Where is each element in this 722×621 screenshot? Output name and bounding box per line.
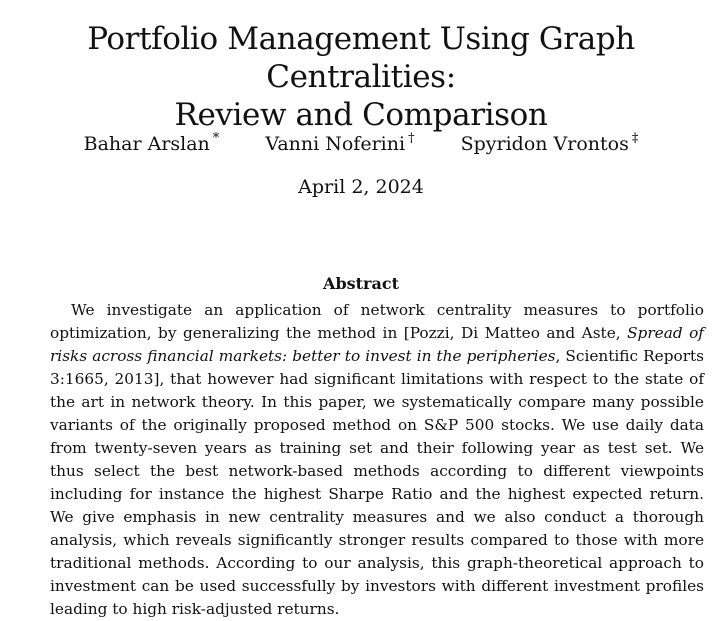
paper-title-line-2: Review and Comparison <box>174 97 548 133</box>
author-2-name: Vanni Noferini <box>265 133 406 155</box>
author-3 <box>461 126 639 157</box>
abstract-body <box>50 299 704 621</box>
abstract-heading: Abstract <box>323 274 399 293</box>
author-2 <box>265 126 414 157</box>
paper-title <box>0 20 722 134</box>
abstract-italic-reference: Spread of risks across financial markets: better to invest in the peripheries <box>50 324 704 365</box>
author-3-name: Spyridon Vrontos <box>460 133 629 155</box>
author-list <box>0 126 722 157</box>
author-1-name: Bahar Arslan <box>83 133 210 155</box>
author-1-footnote-mark: * <box>212 131 220 146</box>
author-1 <box>84 126 220 157</box>
author-2-footnote-mark: † <box>408 131 415 146</box>
paper-title-line-1: Portfolio Management Using Graph Centralities: <box>87 21 635 95</box>
abstract-text-part-2: , Scientific Reports 3:1665, 2013], that however had significant limitations with respect to the state of the art in network theory. In this paper, we systematically compare many possible variants of the originally proposed method on S&P 500 stocks. We use daily data from twenty-seven years as training set and their following year as test set. We thus select the best network-based methods according to different viewpoints including for instance the highest Sharpe Ratio and the highest expected return. We give emphasis in new centrality measures and we also conduct a thorough analysis, which reveals significantly stronger results compared to those with more traditional methods. According to our analysis, this graph-theoretical approach to investment can be used successfully by investors with different investment profiles leading to high risk-adjusted returns. <box>50 347 705 618</box>
author-3-footnote-mark: ‡ <box>631 131 639 146</box>
publication-date: April 2, 2024 <box>298 176 424 198</box>
abstract-text-part-1: We investigate an application of network centrality measures to portfolio optimization, by generalizing the method in [Pozzi, Di Matteo and Aste, <box>50 301 704 342</box>
